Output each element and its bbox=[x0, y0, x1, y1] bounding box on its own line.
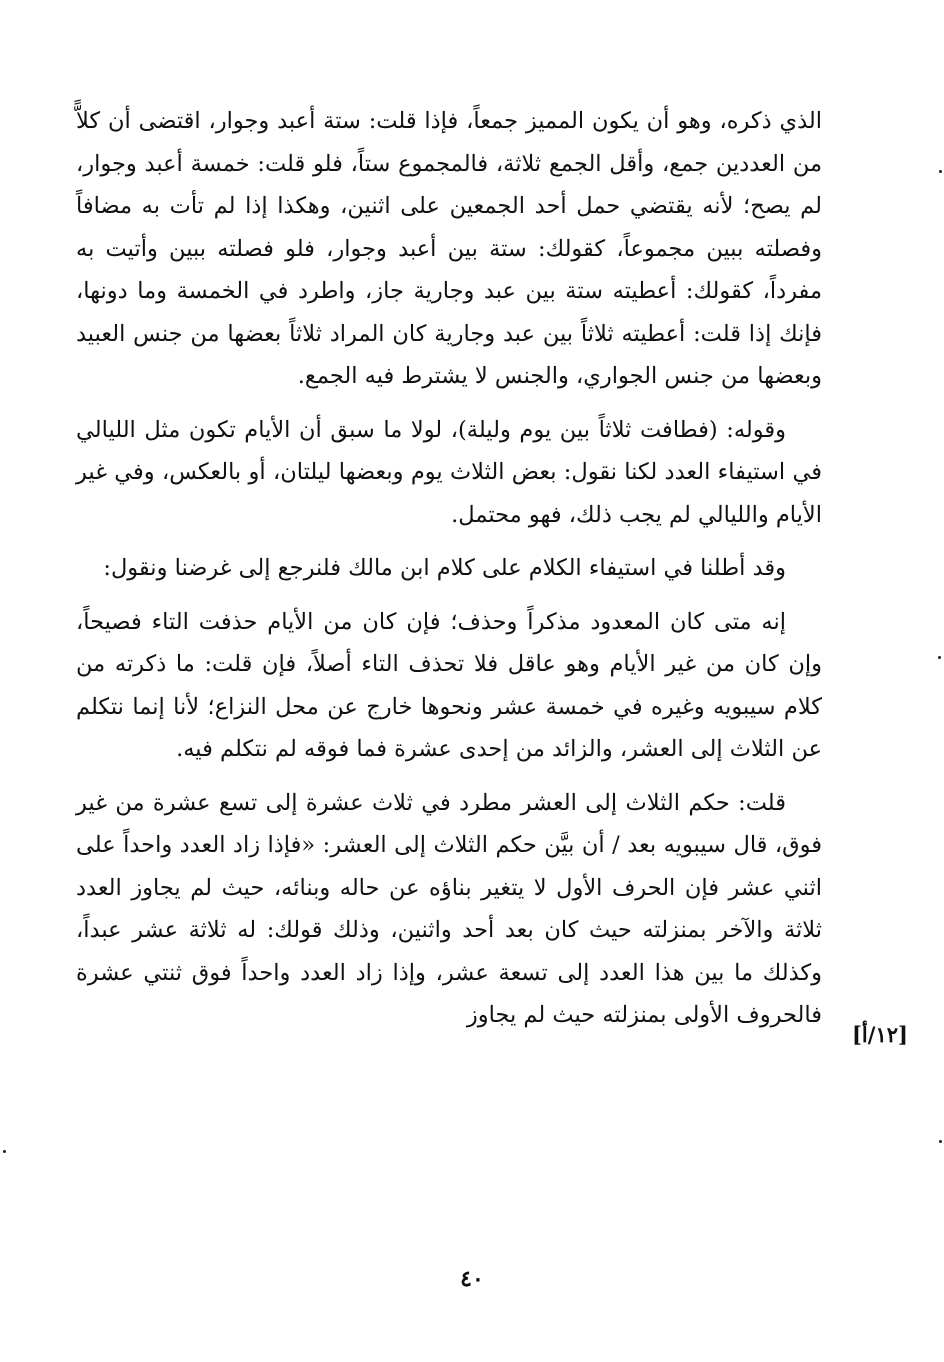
paragraph-5: قلت: حكم الثلاث إلى العشر مطرد في ثلاث عشرة إلى تسع عشرة من غير فوق، قال سيبويه بعد / أن بيَّن حكم الثلاث إلى العشر: «فإذا زاد العدد واحداً على اثني عشر فإن الحرف الأول لا يتغير بناؤه عن حاله وبنائه، حيث لم يجاوز العدد ثلاثة والآخر بمنزلته حيث كان بعد أحد واثنين، وذلك قولك: له ثلاثة عشر عبداً، وكذلك ما بين هذا العدد إلى تسعة عشر، وإذا زاد العدد واحداً فوق ثنتي عشرة فالحروف الأولى بمنزلته حيث لم يجاوز bbox=[76, 789, 822, 1028]
scan-dot-mark bbox=[3, 1150, 6, 1153]
manuscript-folio-marker: [١٢/أ] bbox=[852, 1022, 908, 1047]
page-number: ٤٠ bbox=[460, 1266, 484, 1292]
scan-dot-mark bbox=[938, 656, 941, 659]
paragraph-1: الذي ذكره، وهو أن يكون المميز جمعاً، فإذا قلت: ستة أعبد وجوار، اقتضى أن كلاًّ من العددين جمع، وأقل الجمع ثلاثة، فالمجموع ستاً، فلو قلت: خمسة أعبد وجوار، لم يصح؛ لأنه يقتضي حمل أحد الجمعين على اثنين، وهكذا إذا لم تأت به مضافاً وفصلته ببين مجموعاً، كقولك: ستة بين أعبد وجوار، فلو فصلته ببين وأتيت به مفرداً، كقولك: أعطيته ستة بين عبد وجارية جاز، واطرد في الخمسة وما دونها، فإنك إذا قلت: أعطيته ثلاثاً بين عبد وجارية كان المراد ثلاثاً بعضها من جنس العبيد وبعضها من جنس الجواري، والجنس لا يشترط فيه الجمع. bbox=[76, 108, 822, 389]
paragraph-4: إنه متى كان المعدود مذكراً وحذف؛ فإن كان من الأيام حذفت التاء فصيحاً، وإن كان من غير الأيام وهو عاقل فلا تحذف التاء أصلاً، فإن قلت: ما ذكرته من كلام سيبويه وغيره في خمسة عشر ونحوها خارج عن محل النزاع؛ لأنا إنما نتكلم عن الثلاث إلى العشر، والزائد من إحدى عشرة فما فوقه لم نتكلم فيه. bbox=[76, 608, 822, 762]
scan-dot-mark bbox=[939, 170, 942, 173]
paragraph-3: وقد أطلنا في استيفاء الكلام على كلام ابن مالك فلنرجع إلى غرضنا ونقول: bbox=[103, 555, 786, 581]
main-text-block bbox=[76, 100, 822, 1048]
scan-dot-mark bbox=[939, 1140, 942, 1143]
paragraph-2: وقوله: (فطافت ثلاثاً بين يوم وليلة)، لولا ما سبق أن الأيام تكون مثل الليالي في استيفاء العدد لكنا نقول: بعض الثلاث يوم وبعضها ليلتان، أو بالعكس، وفي غير الأيام والليالي لم يجب ذلك، فهو محتمل. bbox=[76, 416, 822, 528]
